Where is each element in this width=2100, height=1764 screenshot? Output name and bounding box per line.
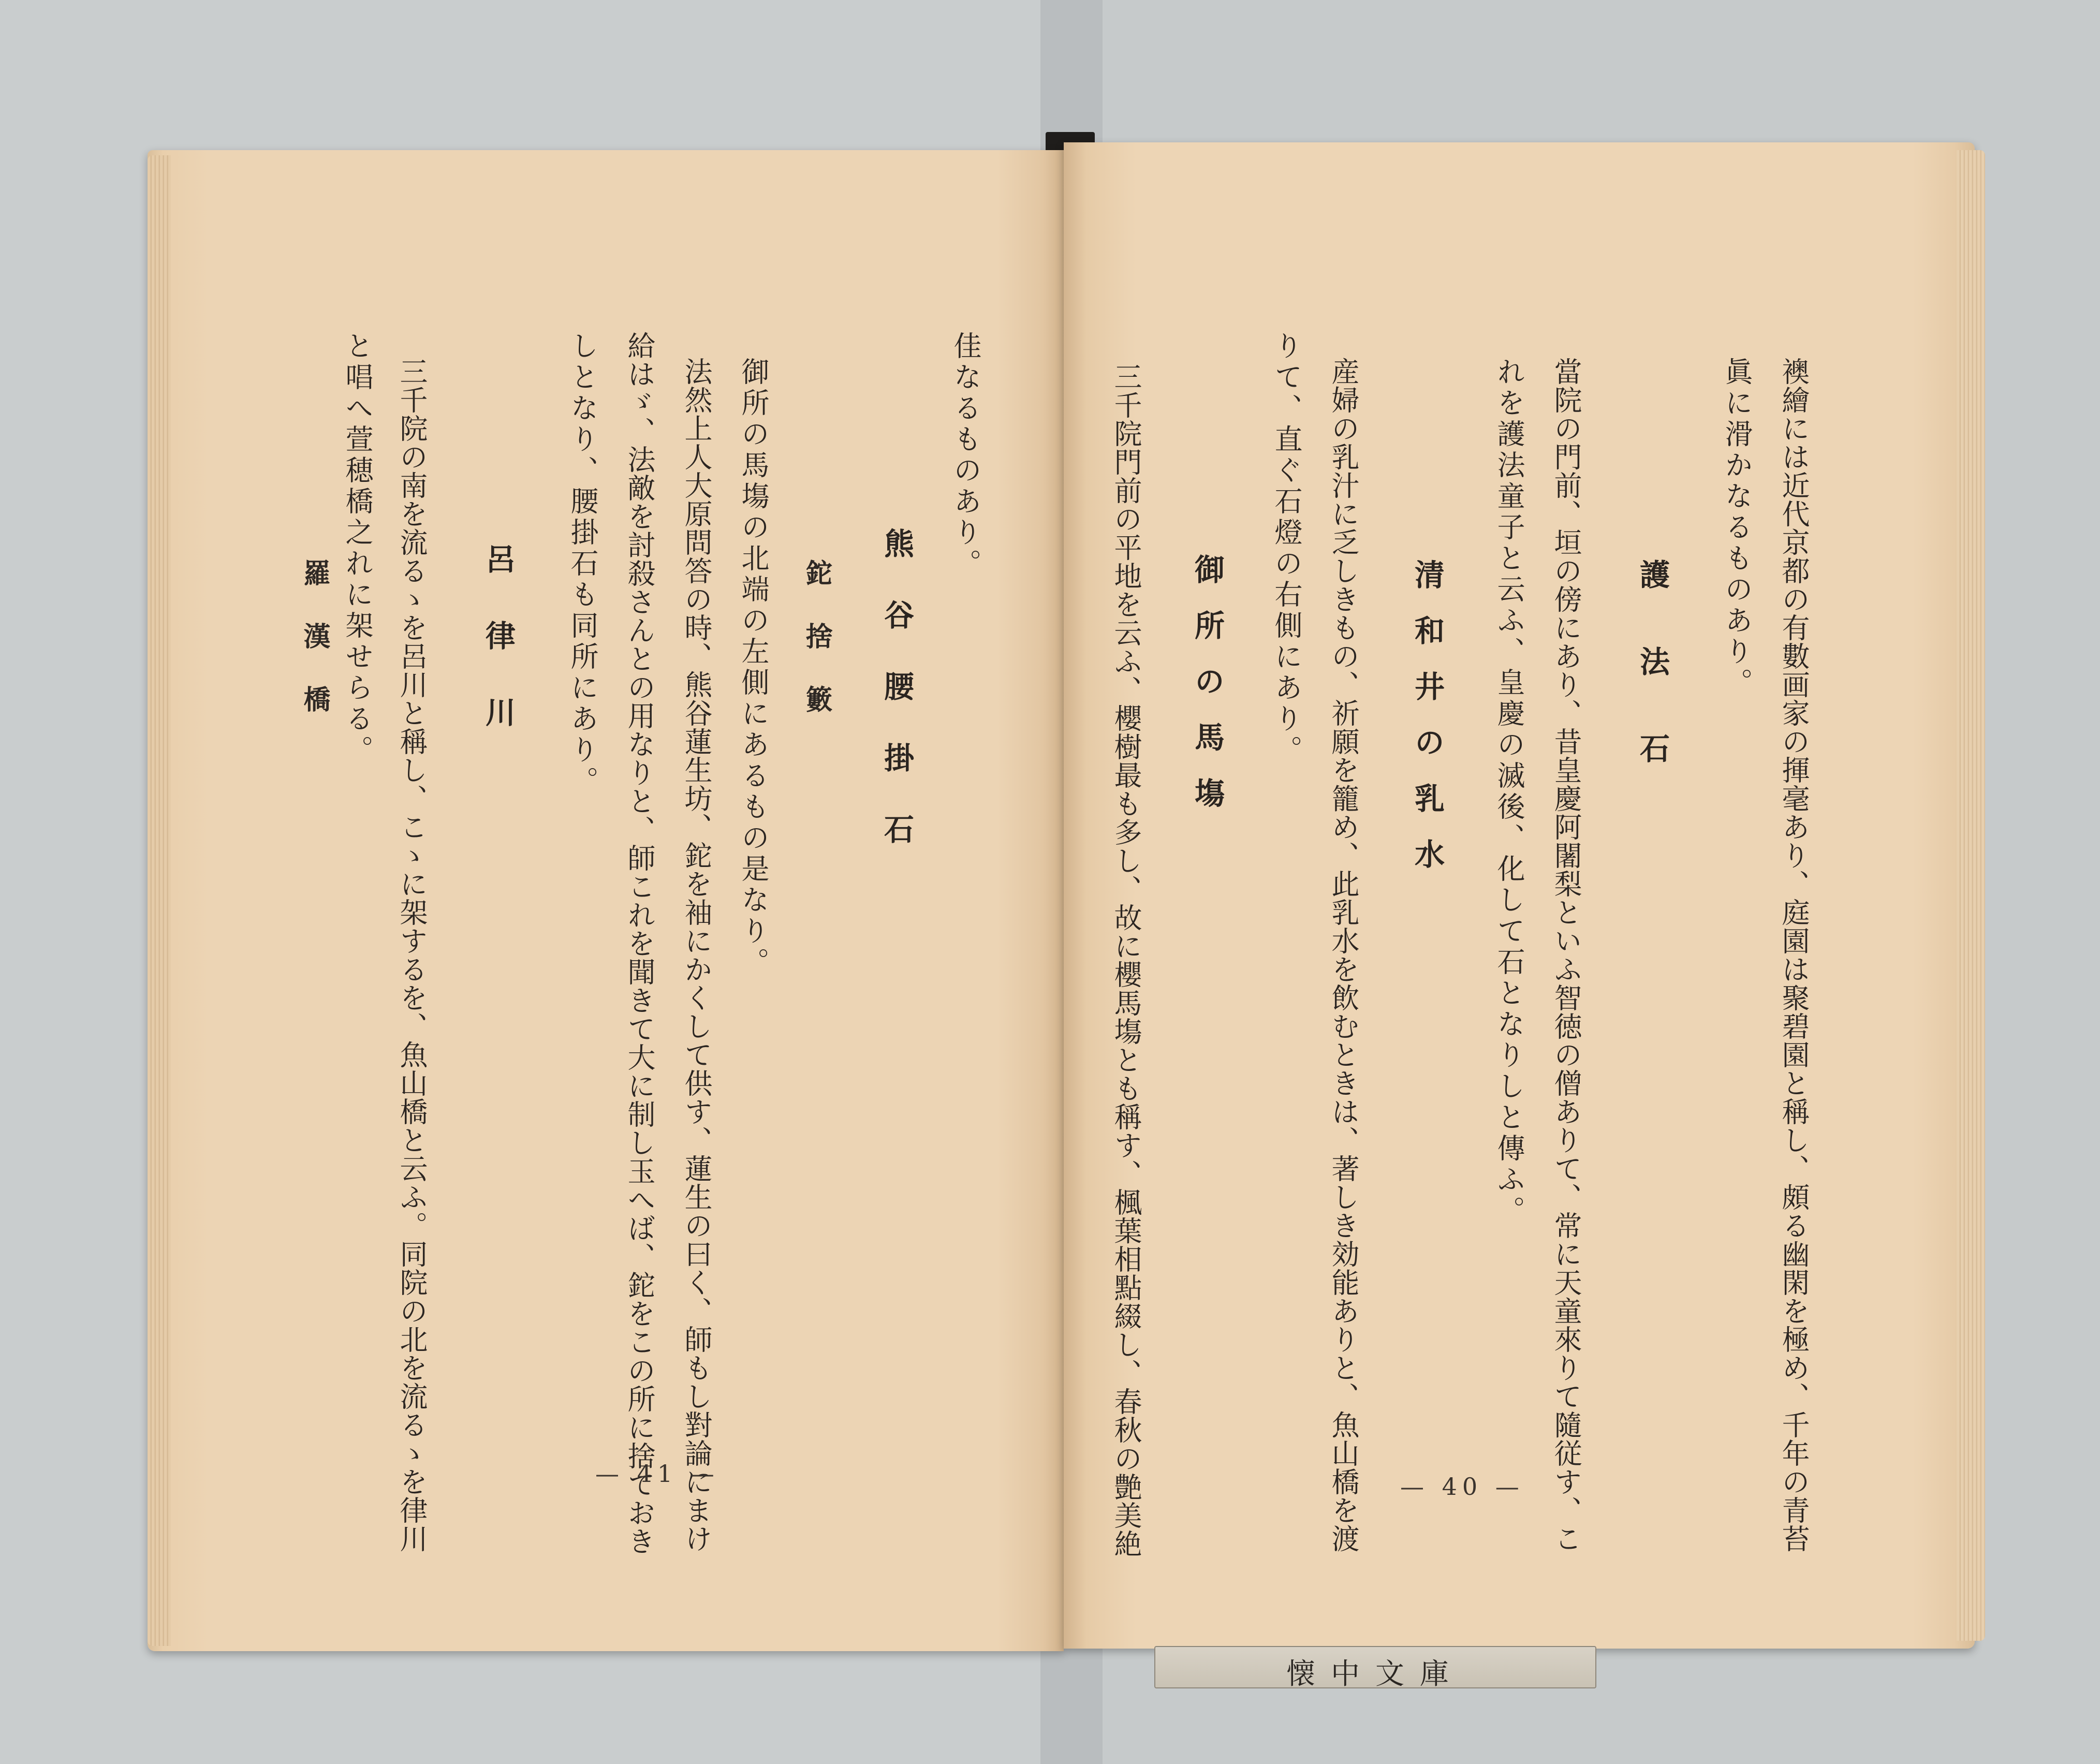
right-line-2: 眞に滑かなるものあり。 bbox=[1721, 357, 1753, 699]
right-line-1: 襖繪には近代京都の有數画家の揮毫あり、庭園は聚碧園と稱し、頗る幽閑を極め、千年の青苔 bbox=[1778, 357, 1810, 1553]
bottom-label-strip bbox=[1154, 1646, 1596, 1691]
left-line-3: 法然上人大原問答の時、熊谷蓮生坊、鉈を袖にかくして供す、蓮生の曰く、師もし對論にまけ bbox=[680, 357, 713, 1553]
left-line-5: しとなり、腰掛石も同所にあり。 bbox=[566, 331, 599, 797]
heading-ryoritsu-gawa: 呂律川 bbox=[480, 543, 516, 773]
right-page-edge bbox=[1957, 150, 1985, 1641]
left-line-2: 御所の馬塲の北端の左側にあるもの是なり。 bbox=[737, 357, 770, 978]
right-line-6: りて、直ぐ石燈の右側にあり。 bbox=[1270, 331, 1303, 766]
right-line-4: れを護法童子と云ふ、皇慶の滅後、化して石となりしと傳ふ。 bbox=[1493, 357, 1525, 1227]
left-line-4: 給はゞ、法敵を討殺さんとの用なりと、師これを聞きて大に制し玉へば、鉈をこの所に捨ておき bbox=[623, 331, 656, 1555]
subheading-nata-sute-yabu: 鉈捨籔 bbox=[801, 559, 832, 748]
heading-seiwai-no-chichimizu: 清和井の乳水 bbox=[1409, 559, 1445, 894]
left-page-edge bbox=[148, 155, 171, 1646]
left-line-6: 三千院の南を流るゝを呂川と稱し、こゝに架するを、魚山橋と云ふ。同院の北を流るゝを律川 bbox=[395, 357, 428, 1553]
subheading-rakan-bashi: 羅漢橋 bbox=[299, 559, 330, 748]
heading-kumagai-koshikakeishi: 熊谷腰掛石 bbox=[879, 528, 914, 885]
left-page-number: — 41 — bbox=[595, 1460, 719, 1488]
left-page bbox=[148, 150, 1064, 1651]
right-page-number: — 40 — bbox=[1400, 1473, 1524, 1501]
heading-goho-seki: 護法石 bbox=[1635, 559, 1670, 820]
left-line-7: と唱へ萱穂橋之れに架せらる。 bbox=[341, 331, 374, 766]
label-text: 懐中文庫 bbox=[1286, 1657, 1464, 1691]
left-line-1: 佳なるものあり。 bbox=[949, 331, 982, 580]
right-line-7: 三千院門前の平地を云ふ、櫻樹最も多し、故に櫻馬塲とも稱す、楓葉相點綴し、春秋の艶美絶 bbox=[1110, 362, 1142, 1558]
right-line-5: 産婦の乳汁に乏しきもの、祈願を籠め、此乳水を飲むときは、著しき効能ありと、魚山橋を渡 bbox=[1327, 357, 1360, 1553]
right-line-3: 當院の門前、垣の傍にあり、昔皇慶阿闍梨といふ智徳の僧ありて、常に天童來りて隨従す、こ bbox=[1550, 357, 1582, 1553]
heading-gosho-no-baba: 御所の馬塲 bbox=[1189, 554, 1225, 833]
